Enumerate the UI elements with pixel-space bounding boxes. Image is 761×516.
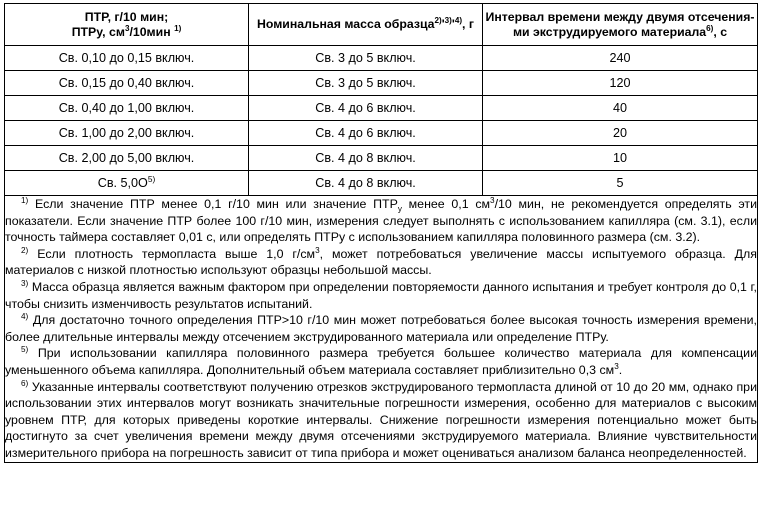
cell-nominal-mass: Св. 3 до 5 включ. — [249, 46, 483, 71]
footnote-5-marker: 5) — [21, 345, 29, 355]
cell-time-interval: 10 — [483, 146, 758, 171]
footnote-6-text: Указанные интервалы соответствуют получению отрезков экструдированого термопласта длиной от 10 до 20 мм, однако при использовании этих интервалов могут возникать значительные погрешности измерения, особенно для материалов с высоким уровнем ПТР, для которых приведены короткие интервалы. Снижение погрешности измерения потенциально может быть достигнуто за счет увеличения времени между двумя отсечениями экструдируемого материала. Влияние чувствительности измерительного прибора на погрешность зависит от типа прибора и может оцениваться анализом баланса неопределенностей. — [5, 379, 757, 460]
header-mass-text: Номинальная масса образца — [256, 17, 435, 31]
footnote-1-marker: 1) — [21, 195, 29, 205]
cell-time-interval: 5 — [483, 171, 758, 196]
header-ptr-unit-exponent: 3 — [124, 23, 130, 33]
cell-ptr-range: Св. 2,00 до 5,00 включ. — [5, 146, 249, 171]
cell-nominal-mass: Св. 4 до 6 включ. — [249, 121, 483, 146]
footnote-2-superscript: 3 — [315, 245, 320, 255]
cell-time-interval: 120 — [483, 71, 758, 96]
header-interval-line2-a: ми экструдируемого материала — [512, 24, 707, 39]
cell-nominal-mass: Св. 4 до 8 включ. — [249, 146, 483, 171]
cell-time-interval: 240 — [483, 46, 758, 71]
footnote-1-text-b: менее 0,1 см — [401, 197, 491, 211]
header-mass-unit: , г — [462, 17, 474, 31]
header-interval-line1: Интервал времени между двумя отсечения- — [485, 9, 755, 24]
header-interval-footnote-ref: 6) — [706, 23, 714, 33]
table-row — [5, 96, 758, 121]
header-mass-footnote-ref-2: 2) — [434, 15, 442, 25]
ptr-parameters-table — [4, 3, 758, 463]
footnote-1-subscript: у — [397, 204, 402, 214]
footnote-2-marker: 2) — [21, 245, 29, 255]
footnote-3 — [5, 279, 757, 312]
footnote-3-text: Масса образца является важным фактором при определении повторяемости данного испытания и требует контроля до 0,1 г, чтобы снизить изменчивость результатов испытаний. — [5, 279, 757, 311]
cell-nominal-mass: Св. 3 до 5 включ. — [249, 71, 483, 96]
table-body — [5, 46, 758, 463]
header-interval-unit: , с — [713, 24, 728, 39]
footnote-3-marker: 3) — [21, 278, 29, 288]
footnote-1-superscript: 3 — [490, 195, 495, 205]
table-row — [5, 46, 758, 71]
header-ptr-footnote-ref: 1) — [174, 23, 182, 33]
footnote-2-text-b: , может потребоваться увеличение массы испытуемого образца. Для материалов с низкой плотностью используют образцы небольшой массы. — [5, 246, 757, 278]
header-ptr-line2-b: /10мин — [129, 24, 175, 39]
header-mass-sep-2: ' — [451, 17, 455, 31]
table-footnotes-row — [5, 196, 758, 463]
table-row — [5, 146, 758, 171]
header-ptr-line2-a: ПТРу, см — [71, 24, 125, 39]
cell-nominal-mass: Св. 4 до 6 включ. — [249, 96, 483, 121]
footnote-5-text-b: . — [618, 362, 623, 377]
footnotes-container — [5, 196, 758, 463]
table-header-row — [5, 4, 758, 46]
cell-time-interval: 20 — [483, 121, 758, 146]
footnote-5-superscript: 3 — [614, 361, 619, 371]
table-header — [5, 4, 758, 46]
header-mass-footnote-ref-4: 4) — [454, 15, 463, 25]
table-row — [5, 71, 758, 96]
footnote-4-marker: 4) — [21, 312, 29, 322]
footnote-4-text: Для достаточно точного определения ПТР>10 г/10 мин может потребоваться более высокая точность измерения времени, более длительные интервалы между отсечением экструдированного материала или определение ПТРу. — [5, 313, 757, 344]
header-mass-footnote-ref-3: 3) — [444, 15, 452, 25]
cell-nominal-mass: Св. 4 до 8 включ. — [249, 171, 483, 196]
footnote-2 — [5, 246, 757, 279]
cell-ptr-footnote-ref: 5) — [147, 173, 156, 184]
cell-ptr-range: Св. 1,00 до 2,00 включ. — [5, 121, 249, 146]
footnote-1-text-a: Если значение ПТР менее 0,1 г/10 мин или значение ПТР — [34, 197, 398, 211]
cell-ptr-range — [5, 171, 249, 196]
cell-ptr-range: Св. 0,15 до 0,40 включ. — [5, 71, 249, 96]
footnote-4 — [5, 312, 757, 345]
cell-ptr-range: Св. 0,40 до 1,00 включ. — [5, 96, 249, 121]
column-header-ptr — [5, 4, 249, 46]
footnote-6-marker: 6) — [21, 378, 29, 388]
cell-time-interval: 40 — [483, 96, 758, 121]
footnote-2-text-a: Если плотность термопласта выше 1,0 г/см — [37, 246, 316, 261]
cell-ptr-range-text: Св. 5,0О — [97, 175, 148, 190]
table-row — [5, 171, 758, 196]
column-header-nominal-mass — [249, 4, 483, 46]
header-ptr-line1: ПТР, г/10 мин; — [84, 9, 169, 24]
footnotes-text-block — [5, 196, 757, 462]
footnote-1-text-c: /10 мин, не рекомендуется определять эти показатели. Если значение ПТР более 100 г/10 мин, измерения следует выполнять с использованием капилляра (см. 3.1), если точность таймера составляет 0,01 с, или определять ПТРу с использованием капилляра половинного размера (см. 3.2). — [5, 197, 757, 245]
cell-ptr-range: Св. 0,10 до 0,15 включ. — [5, 46, 249, 71]
footnote-1 — [5, 196, 757, 246]
table-row — [5, 121, 758, 146]
column-header-time-interval — [483, 4, 758, 46]
header-mass-sep-1: ' — [441, 17, 445, 31]
footnote-5 — [5, 345, 757, 378]
footnote-6 — [5, 379, 757, 462]
footnote-5-text-a: При использовании капилляра половинного размера требуется большее количество материала для компенсации уменьшенного объема капилляра. Дополнительный объем материала составляет приблизительно 0,3 см — [5, 346, 757, 377]
